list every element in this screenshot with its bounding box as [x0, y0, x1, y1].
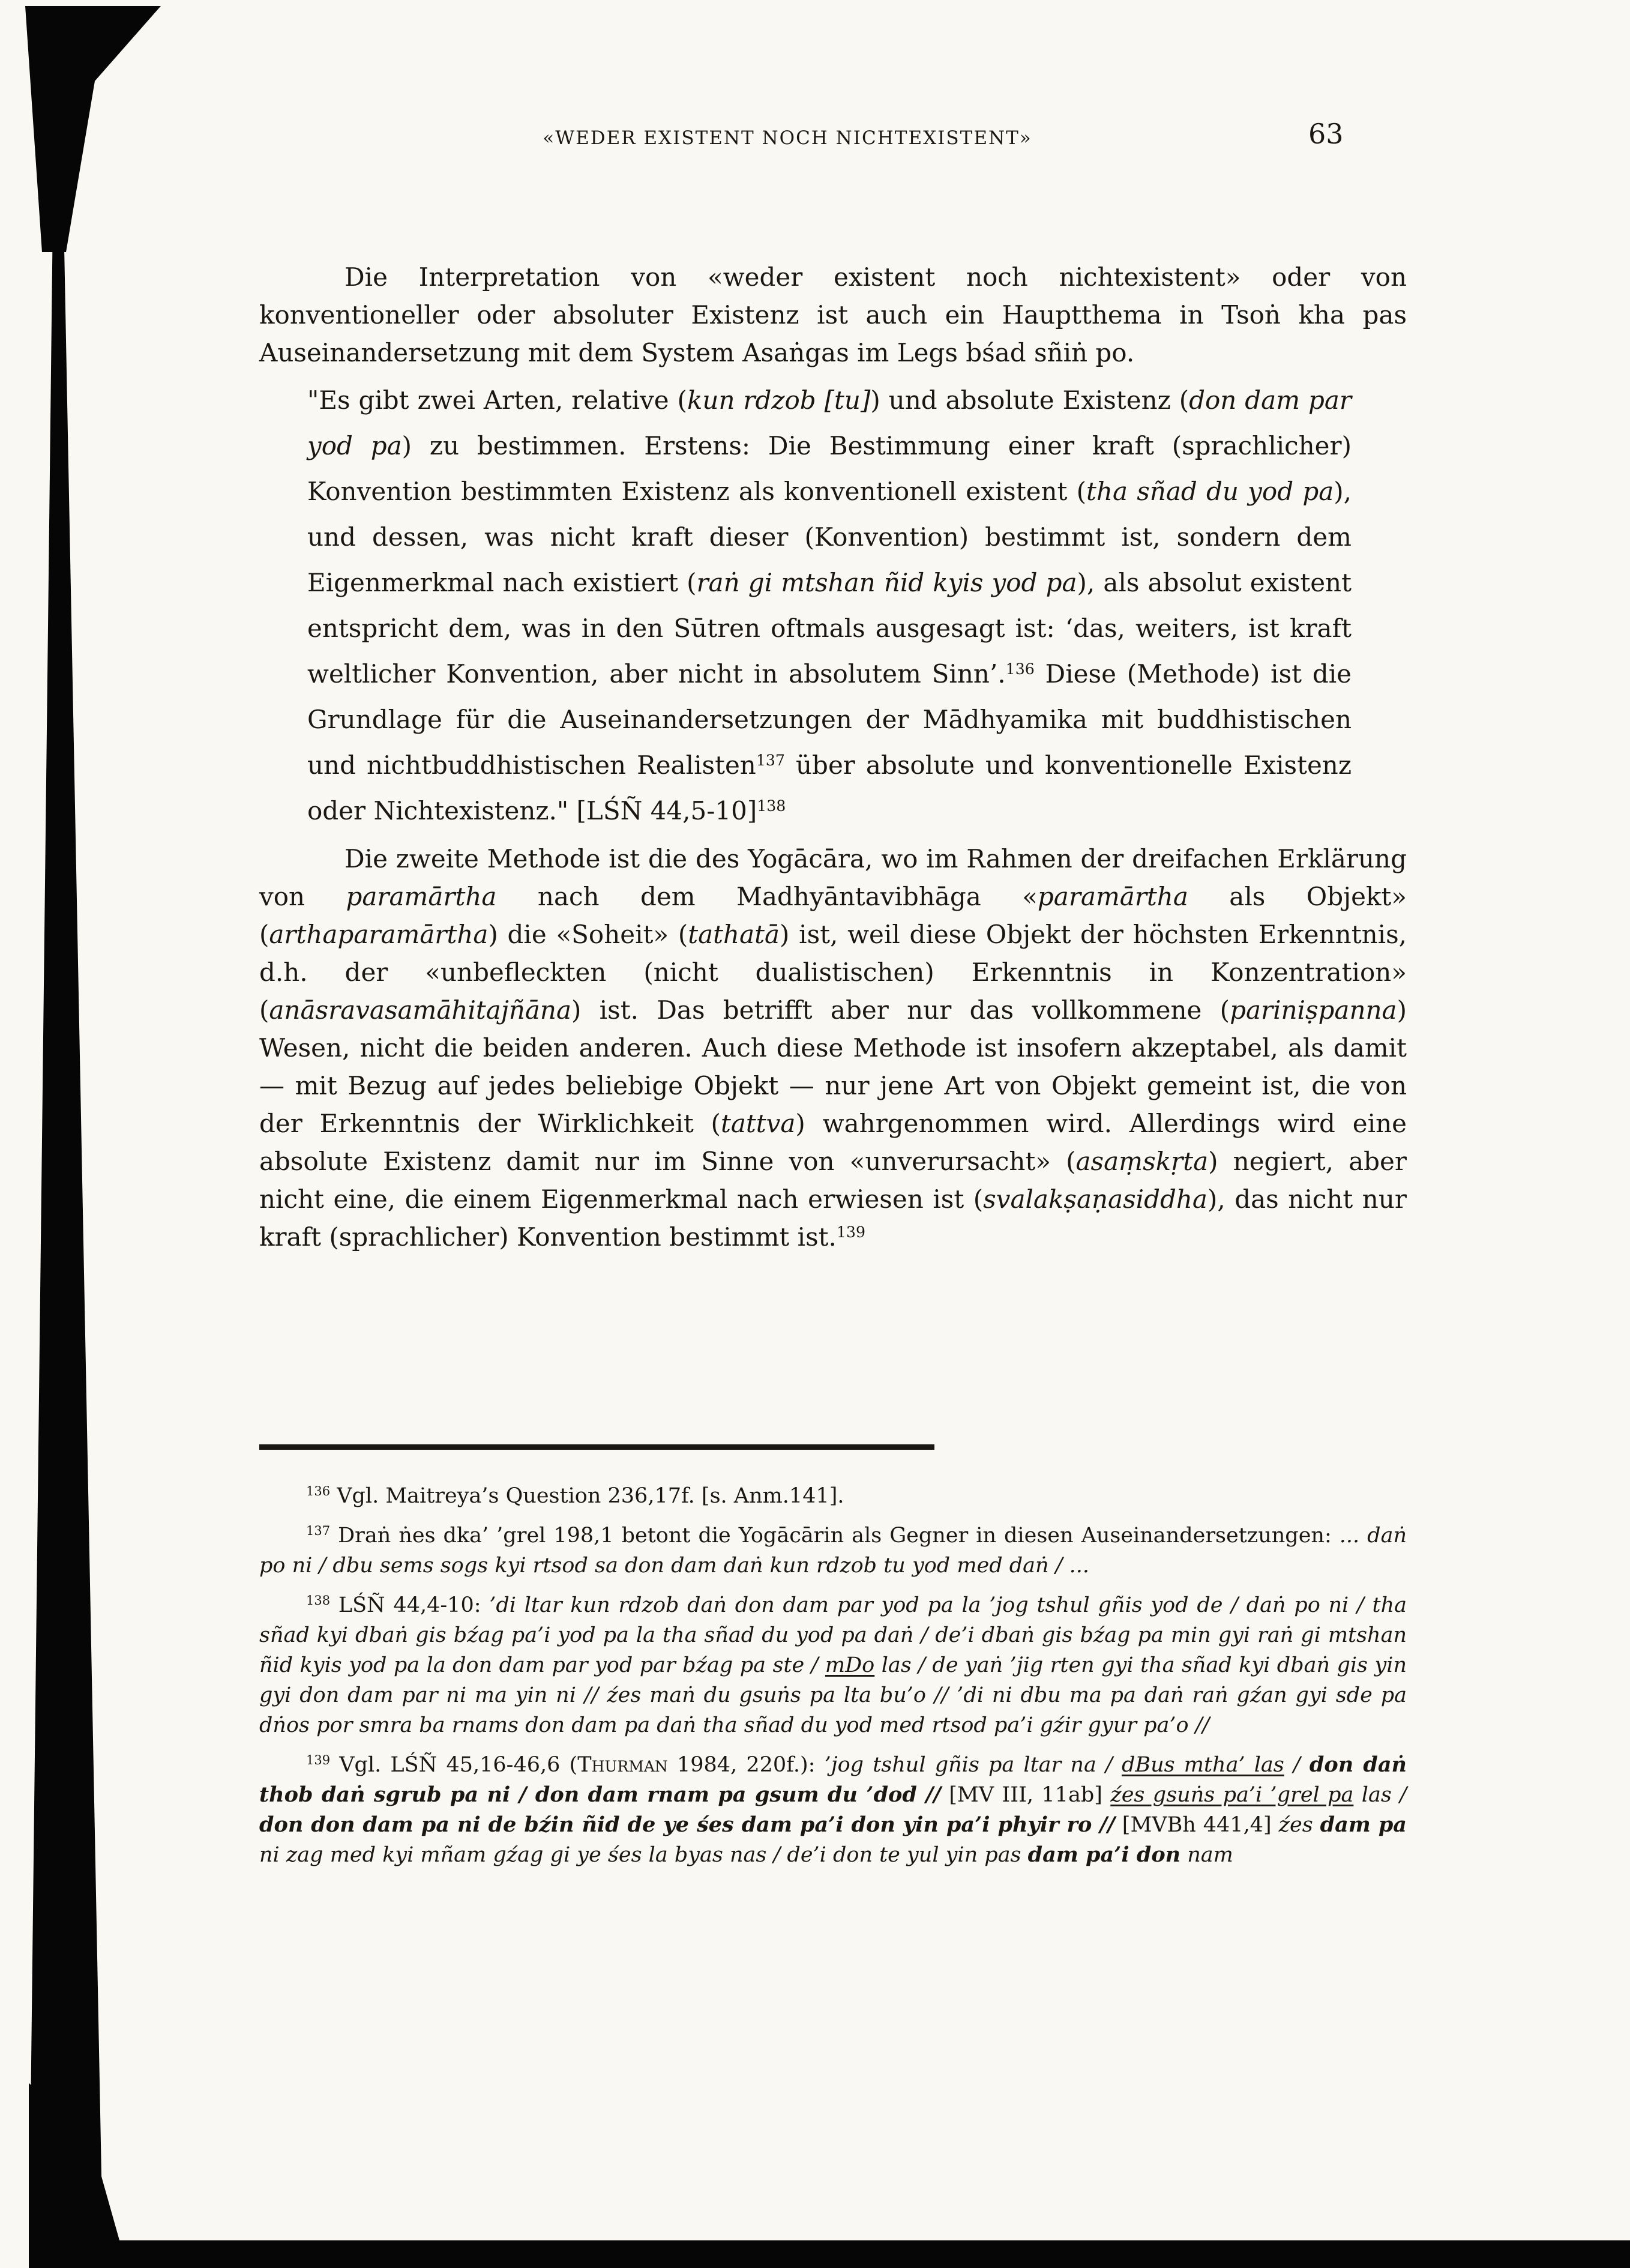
footnote-138	[259, 1590, 1407, 1740]
text-run: las /	[1353, 1783, 1407, 1807]
scan-bar-bottom	[29, 2240, 1630, 2268]
block-quote	[307, 378, 1352, 834]
text-run: arthaparamārtha	[269, 920, 489, 949]
text-run: ) negiert, aber nicht eine, die einem Eigenmerkmal nach erwiesen ist (	[259, 1147, 1407, 1214]
text-run: don don dam pa ni de bźin ñid de ye śes dam pa’i don yin pa’i phyir ro //	[259, 1812, 1115, 1837]
text-run: ), als absolut existent entspricht dem, was in den Sūtren oftmals ausgesagt ist: ‘das, weiters, ist kraft weltlicher Konvention, aber nicht in absolutem Sinn’.	[307, 568, 1352, 689]
text-run: don daṅ thob daṅ sgrub pa ni / don dam rnam pa gsum du ’dod //	[259, 1752, 1407, 1807]
text-run: tattva	[720, 1109, 796, 1138]
running-header: «WEDER EXISTENT NOCH NICHTEXISTENT»	[543, 127, 1032, 149]
text-run: dBus mtha’ las	[1121, 1753, 1284, 1777]
text-run: Thurman	[577, 1753, 668, 1777]
text-run: Vgl. Maitreya’s Question 236,17f. [s. Anm.141].	[330, 1484, 844, 1508]
text-run: LŚÑ 44,4-10:	[330, 1593, 490, 1617]
footnote-139	[259, 1750, 1407, 1870]
text-run: ) wahrgenommen wird. Allerdings wird eine absolute Existenz damit nur im Sinne von «unverursacht» (	[259, 1109, 1407, 1176]
footnote-137	[259, 1521, 1407, 1581]
text-run: über absolute und konventionelle Existenz oder Nichtexistenz." [LŚÑ 44,5-10]	[307, 750, 1352, 825]
text-run: pariniṣpanna	[1230, 995, 1397, 1025]
footnote-marker: 139	[836, 1223, 865, 1241]
text-run: anāsravasamāhitajñāna	[269, 995, 572, 1025]
text-run: ) ist, weil diese Objekt der höchsten Erkenntnis, d.h. der «unbefleckten (nicht dualistischen) Erkenntnis in Konzentration» (	[259, 920, 1407, 1025]
text-run: asaṃskṛta	[1075, 1147, 1209, 1176]
footnote-marker: 138	[306, 1593, 331, 1608]
scan-smudge-bottom-left	[29, 2083, 127, 2268]
footnote-marker: 136	[306, 1484, 331, 1499]
text-run: paramārtha	[1037, 882, 1188, 911]
text-run: Draṅ ṅes dka’ ’grel 198,1 betont die Yogācārin als Gegner in diesen Auseinandersetzungen:	[330, 1524, 1340, 1548]
footnote-marker: 137	[306, 1524, 331, 1539]
footnote-marker: 139	[306, 1753, 331, 1768]
footnote-136	[259, 1481, 1407, 1511]
text-run: tathatā	[688, 920, 780, 949]
text-run: /	[1284, 1753, 1310, 1777]
text-run: 1984, 220f.):	[667, 1753, 825, 1777]
text-run: ) zu bestimmen. Erstens: Die Bestimmung einer kraft (sprachlicher) Konvention bestimmten Existenz als konventionell existent (	[307, 431, 1352, 506]
text-run: dam pa’i don	[1027, 1842, 1181, 1867]
scan-band-left-edge	[29, 216, 103, 2268]
page-number: 63	[1308, 118, 1344, 150]
text-run: ) und absolute Existenz (	[870, 385, 1189, 415]
text-run: Die Interpretation von «weder existent noch nichtexistent» oder von konventioneller oder absoluter Existenz ist auch ein Hauptthema in Tsoṅ kha pas Auseinandersetzung mit dem System Asaṅgas im Legs bśad sñiṅ po.	[259, 262, 1407, 367]
footnote-list	[259, 1481, 1407, 1870]
body-text	[259, 258, 1407, 1256]
paragraph	[259, 258, 1407, 372]
text-run: tha sñad du yod pa	[1086, 477, 1334, 506]
text-run: las / de yaṅ ’jig rten gyi tha sñad kyi dbaṅ gis yin gyi don dam par ni ma yin ni // źes maṅ du gsuṅs pa lta bu’o // ’di ni dbu ma pa daṅ raṅ gźan gyi sde pa dṅos por smra ba rnams don dam pa daṅ tha sñad du yod med rtsod pa’i gźir gyur pa’o //	[259, 1653, 1407, 1737]
text-run: źes	[1278, 1813, 1320, 1837]
text-run: don dam par yod pa	[307, 385, 1352, 460]
text-run: ), das nicht nur kraft (sprachlicher) Konvention bestimmt ist.	[259, 1184, 1407, 1252]
text-run: nach dem Madhyāntavibhāga «	[496, 882, 1038, 911]
text-run: źes gsuṅs pa’i ’grel pa	[1110, 1783, 1354, 1807]
text-run: Diese (Methode) ist die Grundlage für die Auseinandersetzungen der Mādhyamika mit buddhistischen und nichtbuddhistischen Realisten	[307, 659, 1352, 780]
paragraph	[259, 840, 1407, 1256]
text-run: ... daṅ po ni / dbu sems sogs kyi rtsod sa don dam daṅ kun rdzob tu yod med daṅ / ...	[259, 1524, 1407, 1578]
text-run: als Objekt» (	[259, 882, 1407, 949]
text-run: [MVBh 441,4]	[1114, 1813, 1279, 1837]
text-run: Vgl. LŚÑ 45,16-46,6 (	[330, 1753, 578, 1777]
text-run: svalakṣaṇasiddha	[983, 1184, 1207, 1214]
text-run: raṅ gi mtshan ñid kyis yod pa	[696, 568, 1077, 597]
footnote-marker: 138	[757, 797, 786, 815]
scan-smudge-top-left	[25, 6, 161, 252]
text-run: paramārtha	[346, 882, 497, 911]
text-run: [MV III, 11ab]	[940, 1783, 1111, 1807]
text-run: ’di ltar kun rdzob daṅ don dam par yod pa la ’jog tshul gñis yod de / daṅ po ni / tha sñad kyi dbaṅ gis bźag pa’i yod pa la tha sñad du yod pa daṅ / de’i dbaṅ gis bźag pa min gyi raṅ gi mtshan ñid kyis yod pa la don dam par yod par bźag pa ste /	[259, 1593, 1407, 1677]
text-run: "Es gibt zwei Arten, relative (	[307, 385, 687, 415]
footnote-marker: 136	[1005, 660, 1035, 678]
footnote-marker: 137	[756, 752, 785, 770]
text-run: ), und dessen, was nicht kraft dieser (Konvention) bestimmt ist, sondern dem Eigenmerkmal nach existiert (	[307, 477, 1352, 597]
text-run: dam pa	[1320, 1812, 1407, 1837]
text-run: ’jog tshul gñis pa ltar na /	[824, 1753, 1122, 1777]
text-run: nam	[1180, 1843, 1233, 1867]
text-run: ni zag med kyi mñam gźag gi ye śes la byas nas / de’i don te yul yin pas	[259, 1843, 1028, 1867]
footnotes-section	[259, 1444, 1407, 1880]
text-run: ) die «Soheit» (	[488, 920, 688, 949]
text-run: Die zweite Methode ist die des Yogācāra, wo im Rahmen der dreifachen Erklärung von	[259, 844, 1407, 911]
text-run: kun rdzob [tu]	[687, 385, 871, 415]
footnote-separator-rule	[259, 1444, 934, 1450]
text-run: ) ist. Das betrifft aber nur das vollkommene (	[571, 995, 1230, 1025]
text-run: mDo	[825, 1653, 875, 1677]
text-run: ) Wesen, nicht die beiden anderen. Auch diese Methode ist insofern akzeptabel, als damit — mit Bezug auf jedes beliebige Objekt — nur jene Art von Objekt gemeint ist, die von der Erkenntnis der Wirklichkeit (	[259, 995, 1407, 1138]
